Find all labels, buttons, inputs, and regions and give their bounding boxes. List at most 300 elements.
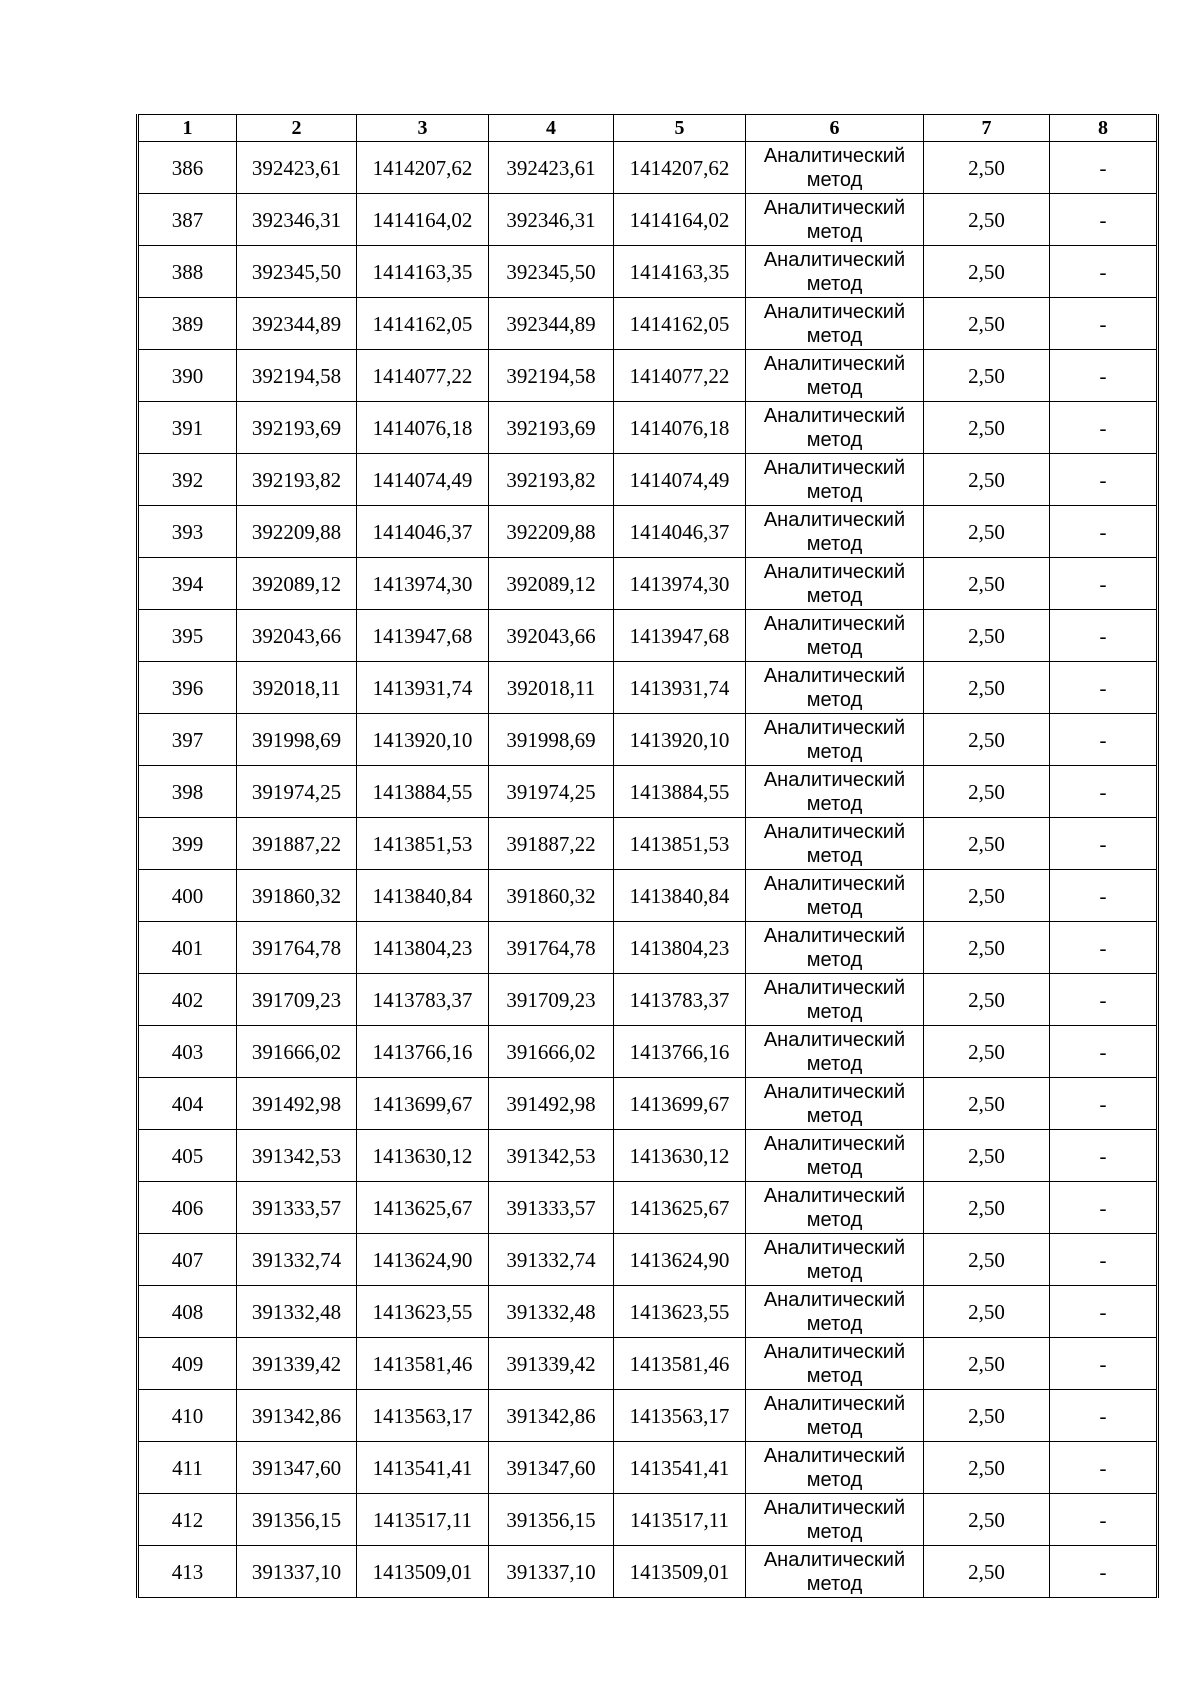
point-number-cell: 396 (138, 662, 237, 714)
accuracy-cell: 2,50 (924, 1286, 1050, 1338)
note-cell: - (1050, 350, 1158, 402)
y-coordinate-cell: 1413931,74 (614, 662, 746, 714)
accuracy-cell: 2,50 (924, 1078, 1050, 1130)
method-text-line: метод (806, 1520, 863, 1543)
point-number-cell: 394 (138, 558, 237, 610)
method-text-line: Аналитический (763, 1028, 906, 1051)
note-cell: - (1050, 1494, 1158, 1546)
method-text-line: Аналитический (763, 508, 906, 531)
method-text-line: метод (806, 532, 863, 555)
note-cell: - (1050, 1286, 1158, 1338)
note-cell: - (1050, 1130, 1158, 1182)
table-body (138, 142, 1158, 1598)
method-text-line: Аналитический (763, 352, 906, 375)
accuracy-cell: 2,50 (924, 714, 1050, 766)
table-row (138, 1026, 1158, 1078)
table-row (138, 1338, 1158, 1390)
note-cell: - (1050, 1234, 1158, 1286)
y-coordinate-cell: 1413851,53 (614, 818, 746, 870)
method-cell (746, 1286, 924, 1338)
point-number-cell: 388 (138, 246, 237, 298)
method-cell (746, 246, 924, 298)
method-cell (746, 1442, 924, 1494)
table-row (138, 1442, 1158, 1494)
method-cell (746, 1494, 924, 1546)
accuracy-cell: 2,50 (924, 610, 1050, 662)
x-coordinate-cell: 392345,50 (237, 246, 357, 298)
y-coordinate-cell: 1414076,18 (357, 402, 489, 454)
note-cell: - (1050, 454, 1158, 506)
table-row (138, 1130, 1158, 1182)
method-text-line: метод (806, 948, 863, 971)
accuracy-cell: 2,50 (924, 1130, 1050, 1182)
point-number-cell: 408 (138, 1286, 237, 1338)
point-number-cell: 389 (138, 298, 237, 350)
accuracy-cell: 2,50 (924, 142, 1050, 194)
table-row (138, 350, 1158, 402)
point-number-cell: 397 (138, 714, 237, 766)
y-coordinate-cell: 1413920,10 (614, 714, 746, 766)
method-text-line: метод (806, 584, 863, 607)
document-page (136, 114, 1156, 1598)
method-cell (746, 610, 924, 662)
column-header: 1 (138, 115, 237, 142)
table-row (138, 1390, 1158, 1442)
point-number-cell: 390 (138, 350, 237, 402)
note-cell: - (1050, 1546, 1158, 1598)
table-row (138, 194, 1158, 246)
table-row (138, 922, 1158, 974)
method-text-line: метод (806, 428, 863, 451)
method-cell (746, 1078, 924, 1130)
y-coordinate-cell: 1413541,41 (614, 1442, 746, 1494)
method-text-line: Аналитический (763, 560, 906, 583)
y-coordinate-cell: 1413783,37 (357, 974, 489, 1026)
y-coordinate-cell: 1414046,37 (357, 506, 489, 558)
point-number-cell: 412 (138, 1494, 237, 1546)
x-coordinate-cell: 392423,61 (237, 142, 357, 194)
point-number-cell: 395 (138, 610, 237, 662)
table-row (138, 558, 1158, 610)
x-coordinate-cell: 391342,53 (489, 1130, 614, 1182)
accuracy-cell: 2,50 (924, 558, 1050, 610)
y-coordinate-cell: 1414163,35 (357, 246, 489, 298)
accuracy-cell: 2,50 (924, 1442, 1050, 1494)
note-cell: - (1050, 714, 1158, 766)
note-cell: - (1050, 766, 1158, 818)
note-cell: - (1050, 610, 1158, 662)
table-row (138, 974, 1158, 1026)
x-coordinate-cell: 391860,32 (489, 870, 614, 922)
x-coordinate-cell: 391356,15 (237, 1494, 357, 1546)
method-cell (746, 194, 924, 246)
y-coordinate-cell: 1413840,84 (614, 870, 746, 922)
column-header: 7 (924, 115, 1050, 142)
method-cell (746, 1234, 924, 1286)
x-coordinate-cell: 392346,31 (489, 194, 614, 246)
method-text-line: Аналитический (763, 1080, 906, 1103)
method-text-line: Аналитический (763, 1444, 906, 1467)
table-row (138, 402, 1158, 454)
method-text-line: метод (806, 1364, 863, 1387)
x-coordinate-cell: 392018,11 (489, 662, 614, 714)
method-text-line: метод (806, 324, 863, 347)
method-text-line: Аналитический (763, 664, 906, 687)
x-coordinate-cell: 391356,15 (489, 1494, 614, 1546)
point-number-cell: 409 (138, 1338, 237, 1390)
y-coordinate-cell: 1413947,68 (357, 610, 489, 662)
method-text-line: Аналитический (763, 1288, 906, 1311)
x-coordinate-cell: 391887,22 (237, 818, 357, 870)
point-number-cell: 392 (138, 454, 237, 506)
method-text-line: метод (806, 1312, 863, 1335)
point-number-cell: 406 (138, 1182, 237, 1234)
method-text-line: метод (806, 740, 863, 763)
method-text-line: Аналитический (763, 1392, 906, 1415)
method-text-line: Аналитический (763, 1496, 906, 1519)
method-text-line: метод (806, 1572, 863, 1595)
x-coordinate-cell: 392089,12 (237, 558, 357, 610)
note-cell: - (1050, 246, 1158, 298)
accuracy-cell: 2,50 (924, 1546, 1050, 1598)
y-coordinate-cell: 1413517,11 (614, 1494, 746, 1546)
table-row (138, 506, 1158, 558)
y-coordinate-cell: 1414077,22 (614, 350, 746, 402)
method-text-line: Аналитический (763, 248, 906, 271)
method-text-line: метод (806, 1052, 863, 1075)
y-coordinate-cell: 1414164,02 (357, 194, 489, 246)
point-number-cell: 391 (138, 402, 237, 454)
y-coordinate-cell: 1413766,16 (357, 1026, 489, 1078)
table-row (138, 818, 1158, 870)
x-coordinate-cell: 392346,31 (237, 194, 357, 246)
accuracy-cell: 2,50 (924, 766, 1050, 818)
note-cell: - (1050, 1442, 1158, 1494)
column-header: 4 (489, 115, 614, 142)
x-coordinate-cell: 391860,32 (237, 870, 357, 922)
method-text-line: Аналитический (763, 976, 906, 999)
method-cell (746, 454, 924, 506)
y-coordinate-cell: 1413699,67 (357, 1078, 489, 1130)
y-coordinate-cell: 1413920,10 (357, 714, 489, 766)
note-cell: - (1050, 1078, 1158, 1130)
x-coordinate-cell: 392193,82 (237, 454, 357, 506)
method-text-line: Аналитический (763, 768, 906, 791)
y-coordinate-cell: 1414046,37 (614, 506, 746, 558)
x-coordinate-cell: 391998,69 (237, 714, 357, 766)
y-coordinate-cell: 1413884,55 (614, 766, 746, 818)
y-coordinate-cell: 1413563,17 (614, 1390, 746, 1442)
accuracy-cell: 2,50 (924, 1234, 1050, 1286)
y-coordinate-cell: 1413884,55 (357, 766, 489, 818)
method-cell (746, 1182, 924, 1234)
note-cell: - (1050, 194, 1158, 246)
method-text-line: Аналитический (763, 872, 906, 895)
method-cell (746, 1026, 924, 1078)
x-coordinate-cell: 391333,57 (237, 1182, 357, 1234)
x-coordinate-cell: 391666,02 (489, 1026, 614, 1078)
method-text-line: Аналитический (763, 820, 906, 843)
point-number-cell: 401 (138, 922, 237, 974)
x-coordinate-cell: 392089,12 (489, 558, 614, 610)
y-coordinate-cell: 1413541,41 (357, 1442, 489, 1494)
x-coordinate-cell: 392209,88 (237, 506, 357, 558)
x-coordinate-cell: 391332,74 (489, 1234, 614, 1286)
note-cell: - (1050, 974, 1158, 1026)
column-header: 5 (614, 115, 746, 142)
x-coordinate-cell: 391333,57 (489, 1182, 614, 1234)
point-number-cell: 411 (138, 1442, 237, 1494)
y-coordinate-cell: 1413699,67 (614, 1078, 746, 1130)
method-text-line: Аналитический (763, 1184, 906, 1207)
y-coordinate-cell: 1413766,16 (614, 1026, 746, 1078)
method-text-line: метод (806, 1208, 863, 1231)
y-coordinate-cell: 1414163,35 (614, 246, 746, 298)
y-coordinate-cell: 1413804,23 (614, 922, 746, 974)
method-text-line: Аналитический (763, 144, 906, 167)
accuracy-cell: 2,50 (924, 922, 1050, 974)
x-coordinate-cell: 392194,58 (489, 350, 614, 402)
x-coordinate-cell: 392018,11 (237, 662, 357, 714)
x-coordinate-cell: 391337,10 (489, 1546, 614, 1598)
point-number-cell: 403 (138, 1026, 237, 1078)
point-number-cell: 398 (138, 766, 237, 818)
accuracy-cell: 2,50 (924, 298, 1050, 350)
note-cell: - (1050, 922, 1158, 974)
y-coordinate-cell: 1414074,49 (357, 454, 489, 506)
y-coordinate-cell: 1413625,67 (357, 1182, 489, 1234)
point-number-cell: 413 (138, 1546, 237, 1598)
y-coordinate-cell: 1413630,12 (614, 1130, 746, 1182)
x-coordinate-cell: 391347,60 (489, 1442, 614, 1494)
x-coordinate-cell: 392423,61 (489, 142, 614, 194)
x-coordinate-cell: 392043,66 (237, 610, 357, 662)
note-cell: - (1050, 506, 1158, 558)
accuracy-cell: 2,50 (924, 870, 1050, 922)
method-text-line: Аналитический (763, 612, 906, 635)
y-coordinate-cell: 1414076,18 (614, 402, 746, 454)
column-header: 8 (1050, 115, 1158, 142)
x-coordinate-cell: 391492,98 (237, 1078, 357, 1130)
table-row (138, 1546, 1158, 1598)
method-text-line: Аналитический (763, 404, 906, 427)
x-coordinate-cell: 391332,74 (237, 1234, 357, 1286)
table-row (138, 662, 1158, 714)
y-coordinate-cell: 1413623,55 (357, 1286, 489, 1338)
y-coordinate-cell: 1413783,37 (614, 974, 746, 1026)
point-number-cell: 407 (138, 1234, 237, 1286)
note-cell: - (1050, 870, 1158, 922)
method-cell (746, 1390, 924, 1442)
y-coordinate-cell: 1413840,84 (357, 870, 489, 922)
note-cell: - (1050, 558, 1158, 610)
method-text-line: Аналитический (763, 1236, 906, 1259)
column-header: 2 (237, 115, 357, 142)
y-coordinate-cell: 1414207,62 (614, 142, 746, 194)
point-number-cell: 410 (138, 1390, 237, 1442)
method-cell (746, 870, 924, 922)
method-text-line: Аналитический (763, 196, 906, 219)
point-number-cell: 400 (138, 870, 237, 922)
accuracy-cell: 2,50 (924, 402, 1050, 454)
method-text-line: метод (806, 636, 863, 659)
method-cell (746, 766, 924, 818)
accuracy-cell: 2,50 (924, 1390, 1050, 1442)
method-cell (746, 922, 924, 974)
y-coordinate-cell: 1413931,74 (357, 662, 489, 714)
x-coordinate-cell: 391974,25 (237, 766, 357, 818)
table-row (138, 1494, 1158, 1546)
accuracy-cell: 2,50 (924, 350, 1050, 402)
table-row (138, 1182, 1158, 1234)
x-coordinate-cell: 392043,66 (489, 610, 614, 662)
method-text-line: метод (806, 168, 863, 191)
table-row (138, 714, 1158, 766)
header-row (138, 115, 1158, 142)
accuracy-cell: 2,50 (924, 1182, 1050, 1234)
table-row (138, 766, 1158, 818)
y-coordinate-cell: 1414164,02 (614, 194, 746, 246)
method-text-line: метод (806, 272, 863, 295)
method-text-line: метод (806, 1000, 863, 1023)
method-text-line: Аналитический (763, 1548, 906, 1571)
accuracy-cell: 2,50 (924, 246, 1050, 298)
method-cell (746, 298, 924, 350)
method-cell (746, 974, 924, 1026)
method-text-line: метод (806, 792, 863, 815)
coordinates-table (136, 114, 1159, 1598)
x-coordinate-cell: 391342,53 (237, 1130, 357, 1182)
x-coordinate-cell: 391347,60 (237, 1442, 357, 1494)
x-coordinate-cell: 391666,02 (237, 1026, 357, 1078)
y-coordinate-cell: 1413563,17 (357, 1390, 489, 1442)
method-text-line: метод (806, 1156, 863, 1179)
method-text-line: Аналитический (763, 456, 906, 479)
x-coordinate-cell: 392345,50 (489, 246, 614, 298)
x-coordinate-cell: 391332,48 (489, 1286, 614, 1338)
y-coordinate-cell: 1413581,46 (357, 1338, 489, 1390)
x-coordinate-cell: 391764,78 (237, 922, 357, 974)
y-coordinate-cell: 1413974,30 (614, 558, 746, 610)
x-coordinate-cell: 391337,10 (237, 1546, 357, 1598)
x-coordinate-cell: 391339,42 (237, 1338, 357, 1390)
y-coordinate-cell: 1414207,62 (357, 142, 489, 194)
accuracy-cell: 2,50 (924, 974, 1050, 1026)
table-row (138, 246, 1158, 298)
y-coordinate-cell: 1413509,01 (614, 1546, 746, 1598)
x-coordinate-cell: 392193,69 (237, 402, 357, 454)
note-cell: - (1050, 1390, 1158, 1442)
method-text-line: Аналитический (763, 300, 906, 323)
y-coordinate-cell: 1413517,11 (357, 1494, 489, 1546)
table-row (138, 298, 1158, 350)
table-row (138, 1078, 1158, 1130)
y-coordinate-cell: 1413851,53 (357, 818, 489, 870)
x-coordinate-cell: 391339,42 (489, 1338, 614, 1390)
x-coordinate-cell: 392344,89 (237, 298, 357, 350)
method-text-line: метод (806, 376, 863, 399)
method-cell (746, 818, 924, 870)
note-cell: - (1050, 402, 1158, 454)
x-coordinate-cell: 391492,98 (489, 1078, 614, 1130)
x-coordinate-cell: 391764,78 (489, 922, 614, 974)
method-text-line: Аналитический (763, 716, 906, 739)
y-coordinate-cell: 1413947,68 (614, 610, 746, 662)
table-row (138, 142, 1158, 194)
method-cell (746, 1546, 924, 1598)
method-cell (746, 350, 924, 402)
x-coordinate-cell: 391974,25 (489, 766, 614, 818)
x-coordinate-cell: 391332,48 (237, 1286, 357, 1338)
point-number-cell: 402 (138, 974, 237, 1026)
accuracy-cell: 2,50 (924, 818, 1050, 870)
y-coordinate-cell: 1413581,46 (614, 1338, 746, 1390)
y-coordinate-cell: 1413623,55 (614, 1286, 746, 1338)
accuracy-cell: 2,50 (924, 454, 1050, 506)
accuracy-cell: 2,50 (924, 662, 1050, 714)
y-coordinate-cell: 1414162,05 (614, 298, 746, 350)
method-text-line: метод (806, 220, 863, 243)
x-coordinate-cell: 391342,86 (237, 1390, 357, 1442)
table-row (138, 610, 1158, 662)
method-text-line: метод (806, 1260, 863, 1283)
method-text-line: Аналитический (763, 1132, 906, 1155)
method-text-line: метод (806, 1468, 863, 1491)
method-text-line: Аналитический (763, 924, 906, 947)
method-cell (746, 1338, 924, 1390)
accuracy-cell: 2,50 (924, 1338, 1050, 1390)
table-row (138, 870, 1158, 922)
note-cell: - (1050, 1026, 1158, 1078)
method-cell (746, 662, 924, 714)
x-coordinate-cell: 392344,89 (489, 298, 614, 350)
point-number-cell: 386 (138, 142, 237, 194)
method-cell (746, 142, 924, 194)
note-cell: - (1050, 662, 1158, 714)
table-row (138, 1234, 1158, 1286)
y-coordinate-cell: 1413630,12 (357, 1130, 489, 1182)
column-header: 3 (357, 115, 489, 142)
y-coordinate-cell: 1413625,67 (614, 1182, 746, 1234)
note-cell: - (1050, 1182, 1158, 1234)
column-header: 6 (746, 115, 924, 142)
method-cell (746, 506, 924, 558)
table-row (138, 1286, 1158, 1338)
method-cell (746, 1130, 924, 1182)
accuracy-cell: 2,50 (924, 506, 1050, 558)
accuracy-cell: 2,50 (924, 194, 1050, 246)
point-number-cell: 393 (138, 506, 237, 558)
y-coordinate-cell: 1414074,49 (614, 454, 746, 506)
method-text-line: метод (806, 1416, 863, 1439)
y-coordinate-cell: 1413624,90 (614, 1234, 746, 1286)
y-coordinate-cell: 1413974,30 (357, 558, 489, 610)
method-text-line: метод (806, 844, 863, 867)
table-header (138, 115, 1158, 142)
y-coordinate-cell: 1414077,22 (357, 350, 489, 402)
method-text-line: метод (806, 1104, 863, 1127)
y-coordinate-cell: 1414162,05 (357, 298, 489, 350)
table-row (138, 454, 1158, 506)
x-coordinate-cell: 392193,69 (489, 402, 614, 454)
note-cell: - (1050, 1338, 1158, 1390)
accuracy-cell: 2,50 (924, 1026, 1050, 1078)
method-cell (746, 558, 924, 610)
method-text-line: метод (806, 480, 863, 503)
method-cell (746, 714, 924, 766)
x-coordinate-cell: 392194,58 (237, 350, 357, 402)
y-coordinate-cell: 1413624,90 (357, 1234, 489, 1286)
